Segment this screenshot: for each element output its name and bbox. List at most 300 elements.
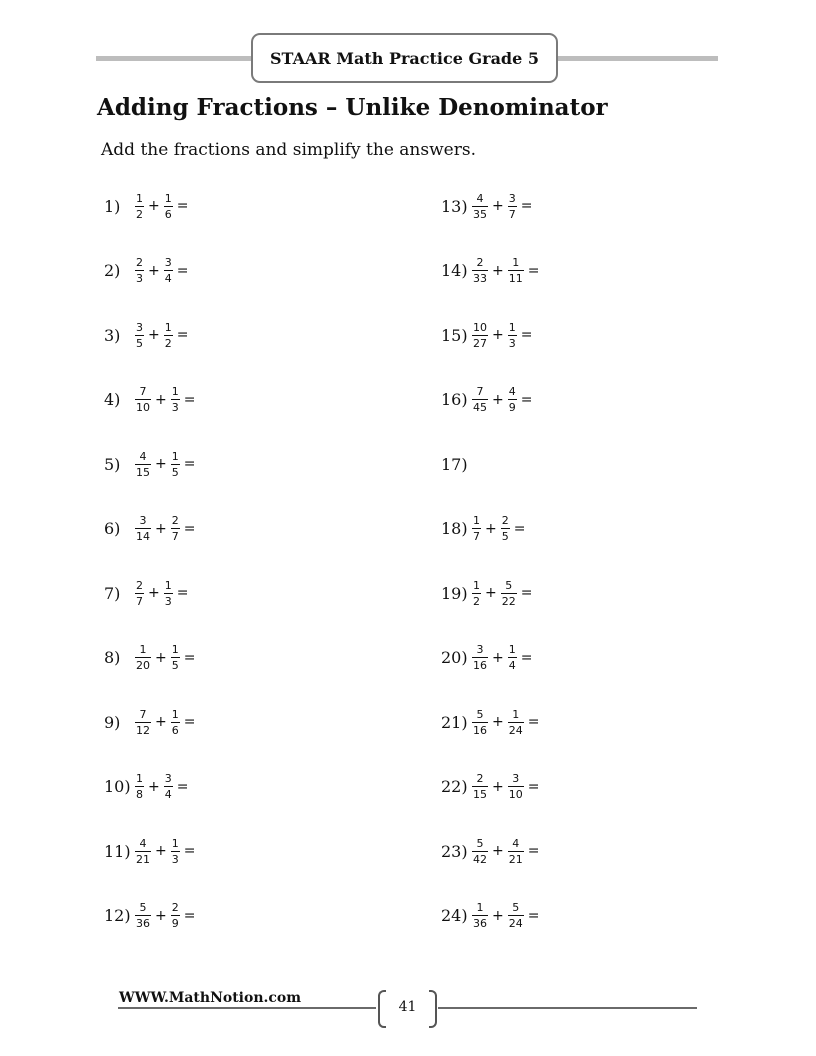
fraction-bar xyxy=(171,528,180,529)
fraction-b xyxy=(171,450,180,479)
plus-sign: + xyxy=(155,520,167,537)
fraction-bar xyxy=(508,786,524,787)
fraction-bar xyxy=(472,593,481,594)
fraction-b xyxy=(501,579,517,608)
numerator: 5 xyxy=(512,901,520,915)
problem-expression xyxy=(471,837,542,866)
problem-number: 10) xyxy=(104,777,131,797)
numerator: 1 xyxy=(171,385,179,399)
fraction-a xyxy=(135,321,144,350)
equals-sign: = xyxy=(513,520,526,537)
fraction-bar xyxy=(171,464,180,465)
plus-sign: + xyxy=(492,262,504,279)
fraction-bar xyxy=(472,915,488,916)
problem-item xyxy=(441,432,542,497)
page-bracket-right xyxy=(429,990,437,1028)
numerator: 1 xyxy=(171,449,179,463)
numerator: 5 xyxy=(476,836,484,850)
denominator: 35 xyxy=(473,207,487,221)
fraction-a xyxy=(135,837,151,866)
plus-sign: + xyxy=(155,714,167,731)
fraction-b xyxy=(171,901,180,930)
problem-number: 20) xyxy=(441,648,468,668)
fraction-bar xyxy=(501,593,517,594)
denominator: 10 xyxy=(508,788,523,802)
fraction-bar xyxy=(135,593,144,594)
denominator: 45 xyxy=(473,401,487,415)
problem-number: 4) xyxy=(104,390,121,410)
problem-expression xyxy=(134,385,198,414)
plus-sign: + xyxy=(492,778,504,795)
problem-expression xyxy=(134,901,198,930)
fraction-bar xyxy=(508,915,524,916)
problems-right-column xyxy=(441,174,542,948)
fraction-bar xyxy=(164,270,173,271)
numerator: 3 xyxy=(164,772,172,786)
fraction-bar xyxy=(135,915,151,916)
page-number: 41 xyxy=(398,999,417,1015)
problems-left-column xyxy=(104,174,198,948)
fraction-a xyxy=(135,192,144,221)
problem-expression xyxy=(134,192,191,221)
denominator: 27 xyxy=(473,336,487,350)
plus-sign: + xyxy=(492,714,504,731)
fraction-bar xyxy=(135,464,151,465)
fraction-bar xyxy=(472,335,488,336)
problem-item xyxy=(104,626,198,691)
plus-sign: + xyxy=(492,391,504,408)
header-title-box xyxy=(251,33,558,83)
fraction-bar xyxy=(472,786,488,787)
plus-sign: + xyxy=(485,585,497,602)
problem-expression xyxy=(471,256,542,285)
numerator: 1 xyxy=(136,772,143,786)
fraction-b xyxy=(508,901,524,930)
fraction-a xyxy=(472,385,488,414)
numerator: 1 xyxy=(164,320,172,334)
fraction-a xyxy=(472,643,488,672)
equals-sign: = xyxy=(520,585,533,602)
denominator: 22 xyxy=(501,594,516,608)
equals-sign: = xyxy=(520,327,533,344)
plus-sign: + xyxy=(148,198,160,215)
problem-item xyxy=(104,303,198,368)
fraction-bar xyxy=(472,722,488,723)
denominator: 7 xyxy=(171,530,179,544)
denominator: 24 xyxy=(508,917,523,931)
numerator: 1 xyxy=(164,578,172,592)
fraction-b xyxy=(508,772,524,801)
numerator: 5 xyxy=(476,707,484,721)
equals-sign: = xyxy=(527,907,540,924)
fraction-bar xyxy=(508,399,517,400)
fraction-b xyxy=(508,837,524,866)
fraction-b xyxy=(164,772,173,801)
plus-sign: + xyxy=(155,456,167,473)
fraction-a xyxy=(472,772,488,801)
fraction-b xyxy=(501,514,510,543)
fraction-a xyxy=(135,579,144,608)
problem-expression xyxy=(471,321,535,350)
numerator: 2 xyxy=(171,901,179,915)
numerator: 1 xyxy=(136,191,143,205)
problem-item xyxy=(441,690,542,755)
denominator: 21 xyxy=(508,852,523,866)
fraction-b xyxy=(171,514,180,543)
equals-sign: = xyxy=(183,520,196,537)
equals-sign: = xyxy=(183,907,196,924)
equals-sign: = xyxy=(520,198,533,215)
fraction-b xyxy=(508,708,524,737)
footer-rule-right xyxy=(438,1007,697,1009)
denominator: 16 xyxy=(473,723,487,737)
problem-number: 2) xyxy=(104,261,121,281)
equals-sign: = xyxy=(527,714,540,731)
problem-item xyxy=(441,884,542,949)
fraction-a xyxy=(135,256,144,285)
numerator: 2 xyxy=(501,514,509,528)
numerator: 2 xyxy=(136,256,143,270)
fraction-bar xyxy=(472,206,488,207)
fraction-a xyxy=(472,192,488,221)
plus-sign: + xyxy=(155,843,167,860)
problem-number: 16) xyxy=(441,390,468,410)
problem-number: 24) xyxy=(441,906,468,926)
page-bracket-left xyxy=(378,990,386,1028)
numerator: 3 xyxy=(476,643,484,657)
plus-sign: + xyxy=(155,907,167,924)
problem-expression xyxy=(471,385,535,414)
problem-item xyxy=(104,432,198,497)
denominator: 24 xyxy=(508,723,523,737)
fraction-bar xyxy=(171,722,180,723)
equals-sign: = xyxy=(183,843,196,860)
problem-number: 19) xyxy=(441,583,468,603)
plus-sign: + xyxy=(155,649,167,666)
fraction-bar xyxy=(508,851,524,852)
fraction-b xyxy=(171,643,180,672)
problem-expression xyxy=(471,708,542,737)
denominator: 3 xyxy=(136,272,143,286)
problem-number: 14) xyxy=(441,261,468,281)
numerator: 4 xyxy=(139,449,147,463)
numerator: 3 xyxy=(139,514,147,528)
problem-expression xyxy=(471,643,535,672)
denominator: 5 xyxy=(171,659,179,673)
denominator: 6 xyxy=(164,207,172,221)
fraction-bar xyxy=(164,593,173,594)
denominator: 5 xyxy=(171,465,179,479)
fraction-bar xyxy=(171,399,180,400)
fraction-b xyxy=(171,708,180,737)
fraction-bar xyxy=(508,270,524,271)
numerator: 3 xyxy=(136,320,143,334)
equals-sign: = xyxy=(183,391,196,408)
numerator: 2 xyxy=(171,514,179,528)
problem-item xyxy=(104,884,198,949)
equals-sign: = xyxy=(527,262,540,279)
numerator: 4 xyxy=(508,385,516,399)
equals-sign: = xyxy=(176,778,189,795)
denominator: 3 xyxy=(508,336,516,350)
numerator: 5 xyxy=(505,578,513,592)
denominator: 14 xyxy=(136,530,150,544)
problem-item xyxy=(104,561,198,626)
denominator: 2 xyxy=(136,207,143,221)
denominator: 2 xyxy=(164,336,172,350)
denominator: 7 xyxy=(136,594,143,608)
problem-item xyxy=(441,497,542,562)
fraction-b xyxy=(508,256,524,285)
fraction-b xyxy=(171,385,180,414)
fraction-a xyxy=(135,643,151,672)
numerator: 3 xyxy=(508,191,516,205)
problem-item xyxy=(441,561,542,626)
equals-sign: = xyxy=(520,649,533,666)
plus-sign: + xyxy=(492,907,504,924)
problem-number: 11) xyxy=(104,841,131,861)
problem-number: 13) xyxy=(441,196,468,216)
problem-item xyxy=(441,368,542,433)
fraction-bar xyxy=(135,851,151,852)
fraction-bar xyxy=(135,786,144,787)
plus-sign: + xyxy=(148,262,160,279)
fraction-a xyxy=(472,514,481,543)
problem-number: 1) xyxy=(104,196,121,216)
problem-item xyxy=(104,174,198,239)
header-title: STAAR Math Practice Grade 5 xyxy=(269,48,539,68)
denominator: 4 xyxy=(164,788,172,802)
problem-item xyxy=(104,368,198,433)
equals-sign: = xyxy=(176,327,189,344)
fraction-bar xyxy=(508,335,517,336)
problem-expression xyxy=(134,579,191,608)
problem-expression xyxy=(134,643,198,672)
fraction-bar xyxy=(135,528,151,529)
fraction-a xyxy=(135,772,144,801)
equals-sign: = xyxy=(520,391,533,408)
numerator: 1 xyxy=(512,707,520,721)
numerator: 5 xyxy=(139,901,147,915)
problem-number: 15) xyxy=(441,325,468,345)
numerator: 4 xyxy=(139,836,147,850)
problem-item xyxy=(441,626,542,691)
numerator: 1 xyxy=(171,836,179,850)
equals-sign: = xyxy=(183,649,196,666)
worksheet-instructions: Add the fractions and simplify the answers. xyxy=(101,140,476,160)
fraction-bar xyxy=(171,657,180,658)
numerator: 7 xyxy=(476,385,484,399)
denominator: 4 xyxy=(508,659,516,673)
fraction-bar xyxy=(164,786,173,787)
problem-expression xyxy=(134,321,191,350)
numerator: 3 xyxy=(164,256,172,270)
problem-item xyxy=(104,755,198,820)
fraction-b xyxy=(508,192,517,221)
numerator: 3 xyxy=(512,772,520,786)
plus-sign: + xyxy=(492,649,504,666)
problem-number: 22) xyxy=(441,777,468,797)
problem-number: 23) xyxy=(441,841,468,861)
fraction-bar xyxy=(164,335,173,336)
plus-sign: + xyxy=(485,520,497,537)
numerator: 7 xyxy=(139,707,147,721)
fraction-bar xyxy=(508,657,517,658)
fraction-a xyxy=(472,837,488,866)
equals-sign: = xyxy=(183,456,196,473)
denominator: 4 xyxy=(164,272,172,286)
footer-rule-left xyxy=(118,1007,376,1009)
equals-sign: = xyxy=(176,198,189,215)
numerator: 4 xyxy=(512,836,520,850)
denominator: 6 xyxy=(171,723,179,737)
fraction-bar xyxy=(472,528,481,529)
plus-sign: + xyxy=(148,327,160,344)
denominator: 8 xyxy=(136,788,143,802)
problem-number: 9) xyxy=(104,712,121,732)
problem-expression xyxy=(471,514,528,543)
problem-expression xyxy=(134,772,191,801)
problem-item xyxy=(104,497,198,562)
problem-number: 21) xyxy=(441,712,468,732)
denominator: 7 xyxy=(508,207,516,221)
numerator: 1 xyxy=(508,643,516,657)
denominator: 36 xyxy=(473,917,487,931)
denominator: 10 xyxy=(136,401,150,415)
fraction-a xyxy=(472,256,488,285)
fraction-bar xyxy=(164,206,173,207)
fraction-a xyxy=(472,321,488,350)
fraction-a xyxy=(135,450,151,479)
problem-item xyxy=(441,303,542,368)
problem-expression xyxy=(471,192,535,221)
numerator: 4 xyxy=(476,191,484,205)
fraction-bar xyxy=(171,915,180,916)
fraction-a xyxy=(472,579,481,608)
fraction-bar xyxy=(472,657,488,658)
equals-sign: = xyxy=(176,262,189,279)
numerator: 1 xyxy=(139,643,147,657)
problem-number: 12) xyxy=(104,906,131,926)
equals-sign: = xyxy=(527,778,540,795)
fraction-a xyxy=(472,708,488,737)
denominator: 16 xyxy=(473,659,487,673)
plus-sign: + xyxy=(492,327,504,344)
numerator: 1 xyxy=(473,578,480,592)
problem-number: 7) xyxy=(104,583,121,603)
problem-expression xyxy=(471,901,542,930)
equals-sign: = xyxy=(183,714,196,731)
fraction-b xyxy=(164,321,173,350)
fraction-bar xyxy=(135,657,151,658)
plus-sign: + xyxy=(155,391,167,408)
denominator: 21 xyxy=(136,852,150,866)
fraction-a xyxy=(135,708,151,737)
denominator: 3 xyxy=(164,594,172,608)
equals-sign: = xyxy=(527,843,540,860)
numerator: 1 xyxy=(473,514,480,528)
numerator: 1 xyxy=(512,256,520,270)
fraction-bar xyxy=(135,270,144,271)
problem-number: 3) xyxy=(104,325,121,345)
problem-number: 6) xyxy=(104,519,121,539)
fraction-bar xyxy=(508,206,517,207)
fraction-bar xyxy=(472,851,488,852)
footer-url: WWW.MathNotion.com xyxy=(119,990,302,1006)
denominator: 9 xyxy=(171,917,179,931)
equals-sign: = xyxy=(176,585,189,602)
fraction-bar xyxy=(508,722,524,723)
denominator: 36 xyxy=(136,917,150,931)
fraction-bar xyxy=(472,399,488,400)
fraction-bar xyxy=(472,270,488,271)
problem-number: 8) xyxy=(104,648,121,668)
fraction-a xyxy=(135,901,151,930)
plus-sign: + xyxy=(148,585,160,602)
problem-item xyxy=(104,239,198,304)
denominator: 20 xyxy=(136,659,150,673)
denominator: 5 xyxy=(136,336,143,350)
denominator: 12 xyxy=(136,723,150,737)
fraction-bar xyxy=(135,335,144,336)
numerator: 10 xyxy=(473,320,487,334)
worksheet-title: Adding Fractions – Unlike Denominator xyxy=(97,94,608,121)
problem-expression xyxy=(471,579,535,608)
problem-number: 5) xyxy=(104,454,121,474)
denominator: 2 xyxy=(473,594,480,608)
problem-expression xyxy=(134,837,198,866)
numerator: 1 xyxy=(171,707,179,721)
problem-expression xyxy=(134,514,198,543)
denominator: 9 xyxy=(508,401,516,415)
fraction-bar xyxy=(501,528,510,529)
fraction-a xyxy=(135,514,151,543)
problem-number: 17) xyxy=(441,454,468,474)
denominator: 42 xyxy=(473,852,487,866)
fraction-b xyxy=(508,321,517,350)
denominator: 7 xyxy=(473,530,480,544)
fraction-b xyxy=(508,643,517,672)
fraction-b xyxy=(171,837,180,866)
problem-item xyxy=(441,239,542,304)
problem-expression xyxy=(471,772,542,801)
numerator: 1 xyxy=(476,901,484,915)
problem-item xyxy=(441,174,542,239)
fraction-bar xyxy=(171,851,180,852)
fraction-bar xyxy=(135,206,144,207)
numerator: 2 xyxy=(476,772,484,786)
problem-item xyxy=(104,690,198,755)
numerator: 2 xyxy=(136,578,143,592)
denominator: 15 xyxy=(473,788,487,802)
denominator: 11 xyxy=(508,272,523,286)
fraction-bar xyxy=(135,399,151,400)
problem-expression xyxy=(134,450,198,479)
plus-sign: + xyxy=(148,778,160,795)
problem-item xyxy=(104,819,198,884)
numerator: 1 xyxy=(164,191,172,205)
problem-expression xyxy=(134,256,191,285)
denominator: 3 xyxy=(171,852,179,866)
numerator: 1 xyxy=(508,320,516,334)
numerator: 7 xyxy=(139,385,147,399)
fraction-b xyxy=(164,579,173,608)
plus-sign: + xyxy=(492,198,504,215)
fraction-a xyxy=(472,901,488,930)
fraction-a xyxy=(135,385,151,414)
numerator: 2 xyxy=(476,256,484,270)
fraction-b xyxy=(164,192,173,221)
